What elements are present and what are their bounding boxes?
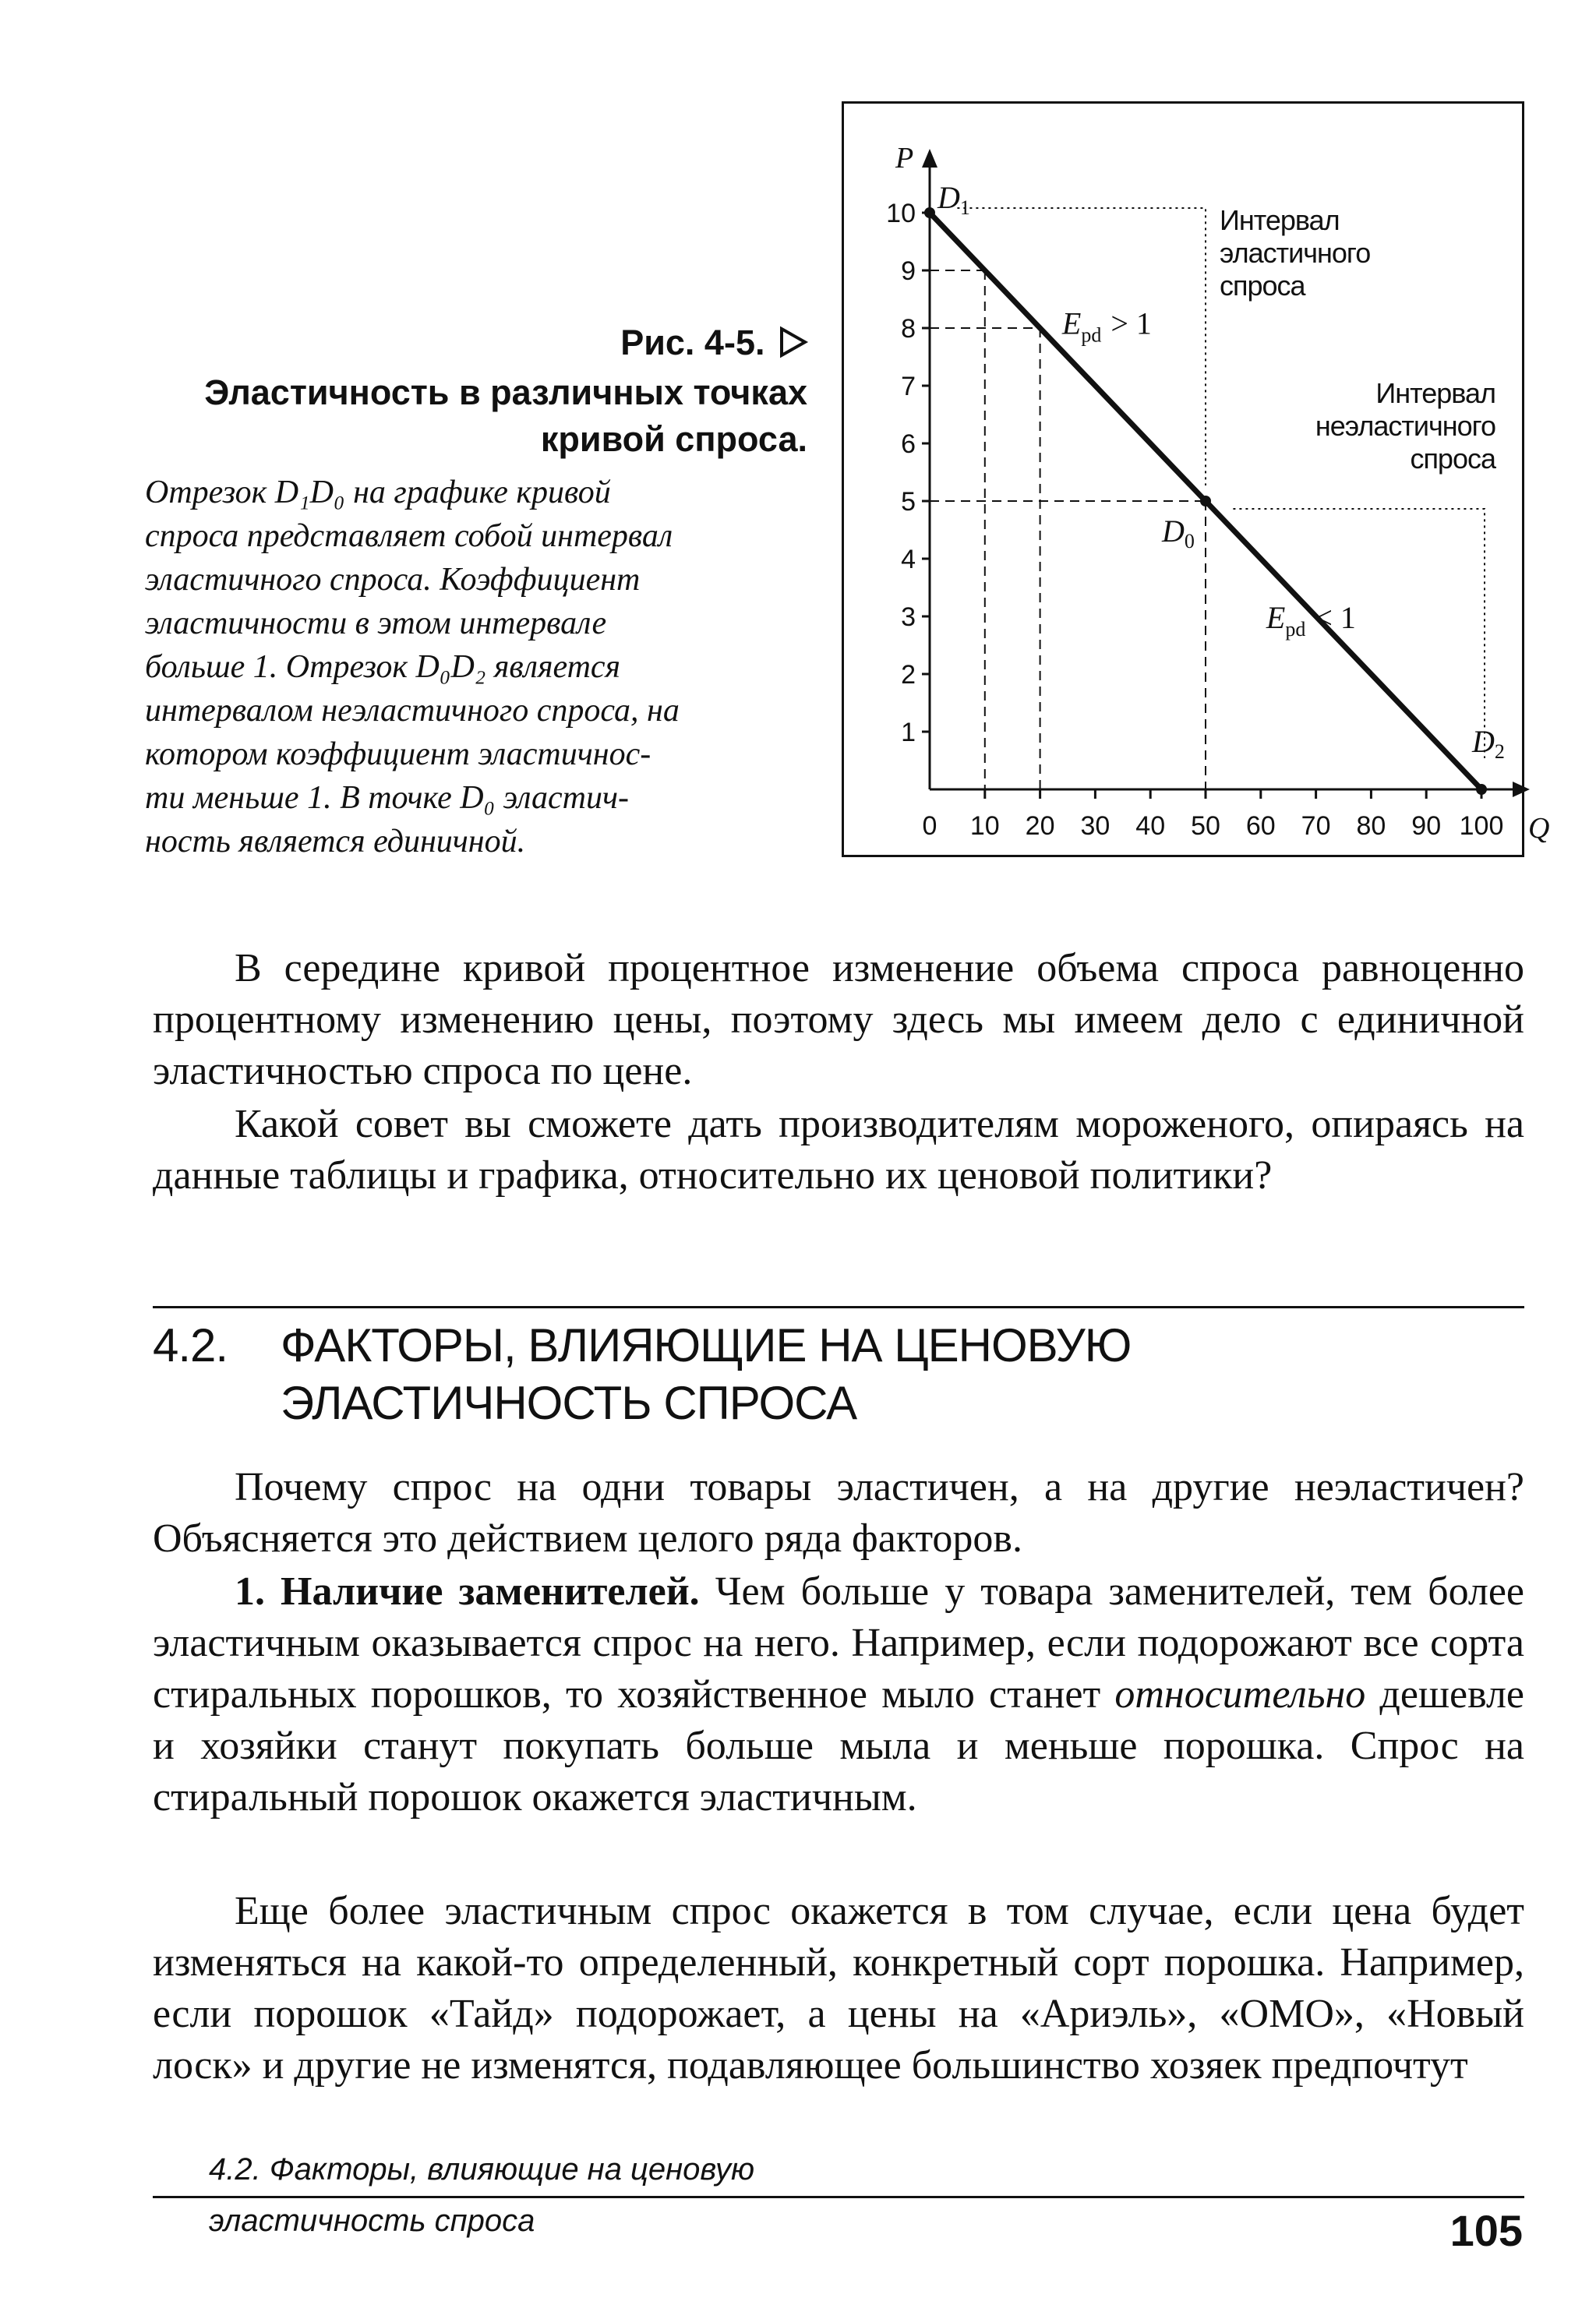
- point-label-subscript: 2: [1494, 740, 1505, 763]
- y-tick-label: 5: [901, 487, 916, 517]
- chart-canvas: [844, 104, 1550, 855]
- elasticity-label: [1266, 600, 1356, 641]
- caption-line: эластичности в этом интервале: [145, 605, 607, 641]
- curve-point: [1476, 784, 1487, 795]
- caption-line: ти меньше 1. В точке D₀ эластич-: [145, 780, 629, 816]
- paragraph-factors-intro: Почему спрос на одни товары эластичен, а на другие неэластичен? Объясняется это действием целого ряда факторов.: [153, 1465, 1524, 1561]
- y-tick-label: 1: [901, 718, 916, 747]
- point-label: $D_2$: [1472, 724, 1505, 763]
- elasticity-symbol: E: [1061, 305, 1082, 341]
- caption-line: интервалом неэластичного спроса, на: [145, 693, 680, 729]
- interval-annotation-line: Интервал: [1220, 204, 1340, 236]
- y-tick-label: 7: [901, 372, 916, 401]
- emphasis-relatively: относительно: [1114, 1672, 1366, 1717]
- curve-point: [1200, 496, 1211, 507]
- elasticity-relation: > 1: [1110, 305, 1152, 341]
- section-number: 4.2.: [153, 1319, 228, 1371]
- y-tick-label: 3: [901, 602, 916, 632]
- x-tick-label: 10: [969, 811, 1000, 841]
- factor-heading: 1. Наличие заменителей.: [235, 1569, 700, 1614]
- x-tick-label: 80: [1356, 811, 1386, 841]
- y-tick-label: 6: [901, 429, 916, 459]
- caption-line: котором коэффициент эластичнос-: [145, 736, 651, 772]
- curve-point: [924, 207, 935, 218]
- figure-label: Рис. 4-5.: [145, 319, 807, 369]
- running-footer-line-2: эластичность спроса: [209, 2204, 535, 2238]
- interval-annotation-line: спроса: [1220, 270, 1305, 302]
- page-number: 105: [1449, 2206, 1523, 2255]
- y-tick-label: 9: [901, 256, 916, 286]
- y-tick-label: 4: [901, 545, 916, 574]
- y-axis-label: P: [895, 142, 914, 175]
- figure-description: [145, 471, 807, 863]
- point-label-subscript: 1: [959, 196, 970, 219]
- elasticity-relation: < 1: [1315, 599, 1356, 635]
- elasticity-subscript: pd: [1285, 617, 1306, 641]
- caption-line: ность является единичной.: [145, 824, 526, 859]
- demand-elasticity-chart: [842, 101, 1550, 857]
- x-axis-arrow-icon: [1513, 782, 1530, 797]
- section-title-line-2: ЭЛАСТИЧНОСТЬ СПРОСА: [281, 1377, 857, 1429]
- section-title-line-1: ФАКТОРЫ, ВЛИЯЮЩИЕ НА ЦЕНОВУЮ: [281, 1319, 1132, 1371]
- section-title: [281, 1317, 1449, 1432]
- figure-title-line-1: Эластичность в различных точках: [204, 372, 807, 412]
- figure-caption: [145, 319, 807, 863]
- paragraph-substitutes: 1. Наличие заменителей. Чем больше у товара заменителей, тем более эластичным оказывается спрос на него. Например, если подорожают все сорта стиральных порошков, то хозяйственное мыло станет относительно дешевле и хозяйки станут покупать больше мыла и меньше порошка. Спрос на стиральный порошок окажется эластичным.: [153, 1569, 1525, 1820]
- x-tick-label: 20: [1025, 811, 1055, 841]
- x-tick-label: 70: [1301, 811, 1331, 841]
- x-tick-label: 100: [1459, 811, 1504, 841]
- triangle-right-icon: [779, 323, 807, 369]
- running-footer-line-1: 4.2. Факторы, влияющие на ценовую: [209, 2152, 755, 2187]
- footer-divider: [153, 2196, 1524, 2198]
- x-axis-label: Q: [1528, 812, 1550, 845]
- interval-annotation-line: эластичного: [1220, 237, 1371, 269]
- y-axis-arrow-icon: [922, 149, 937, 168]
- x-tick-label: 30: [1080, 811, 1110, 841]
- interval-annotation-line: спроса: [1410, 443, 1495, 475]
- point-label: $D_1$: [937, 180, 970, 219]
- x-tick-label: 90: [1411, 811, 1442, 841]
- paragraph-specific-brand: Еще более эластичным спрос окажется в том случае, если цена будет изменяться на какой-то определенный, конкретный сорт порошка. Например, если порошок «Тайд» подорожает, а цены на «Ариэль», «ОМО», «Новый лоск» и другие не изменятся, подавляющее большинство хозяек предпочтут: [153, 1889, 1524, 2088]
- caption-line: эластичного спроса. Коэффициент: [145, 562, 641, 598]
- caption-line: больше 1. Отрезок D₀D₂ является: [145, 649, 621, 685]
- paragraph-unit-elasticity: В середине кривой процентное изменение объема спроса равноценно процентному изменению цены, поэтому здесь мы имеем дело с единичной эластичностью спроса по цене.: [153, 946, 1524, 1093]
- interval-annotation-line: Интервал: [1375, 377, 1495, 410]
- paragraph-question: Какой совет вы сможете дать производителям мороженого, опираясь на данные таблицы и графика, относительно их ценовой политики?: [153, 1102, 1524, 1198]
- caption-line: спроса представляет собой интервал: [145, 518, 673, 554]
- caption-line: Отрезок D₁D₀ на графике кривой: [145, 475, 611, 510]
- elasticity-label: [1061, 305, 1152, 346]
- x-tick-label: 0: [922, 811, 937, 841]
- elasticity-symbol: E: [1266, 599, 1286, 635]
- elastic-interval-bracket: [957, 208, 1206, 485]
- point-label-subscript: 0: [1184, 530, 1195, 552]
- section-divider: [153, 1306, 1524, 1308]
- x-tick-label: 40: [1135, 811, 1166, 841]
- y-tick-label: 10: [886, 199, 916, 228]
- interval-annotation-line: неэластичного: [1315, 410, 1495, 443]
- x-tick-label: 60: [1245, 811, 1276, 841]
- elasticity-subscript: pd: [1081, 323, 1102, 347]
- point-label: $D_0$: [1162, 514, 1195, 552]
- figure-title-line-2: кривой спроса.: [540, 419, 807, 459]
- y-tick-label: 8: [901, 314, 916, 344]
- y-tick-label: 2: [901, 660, 916, 690]
- x-tick-label: 50: [1191, 811, 1220, 841]
